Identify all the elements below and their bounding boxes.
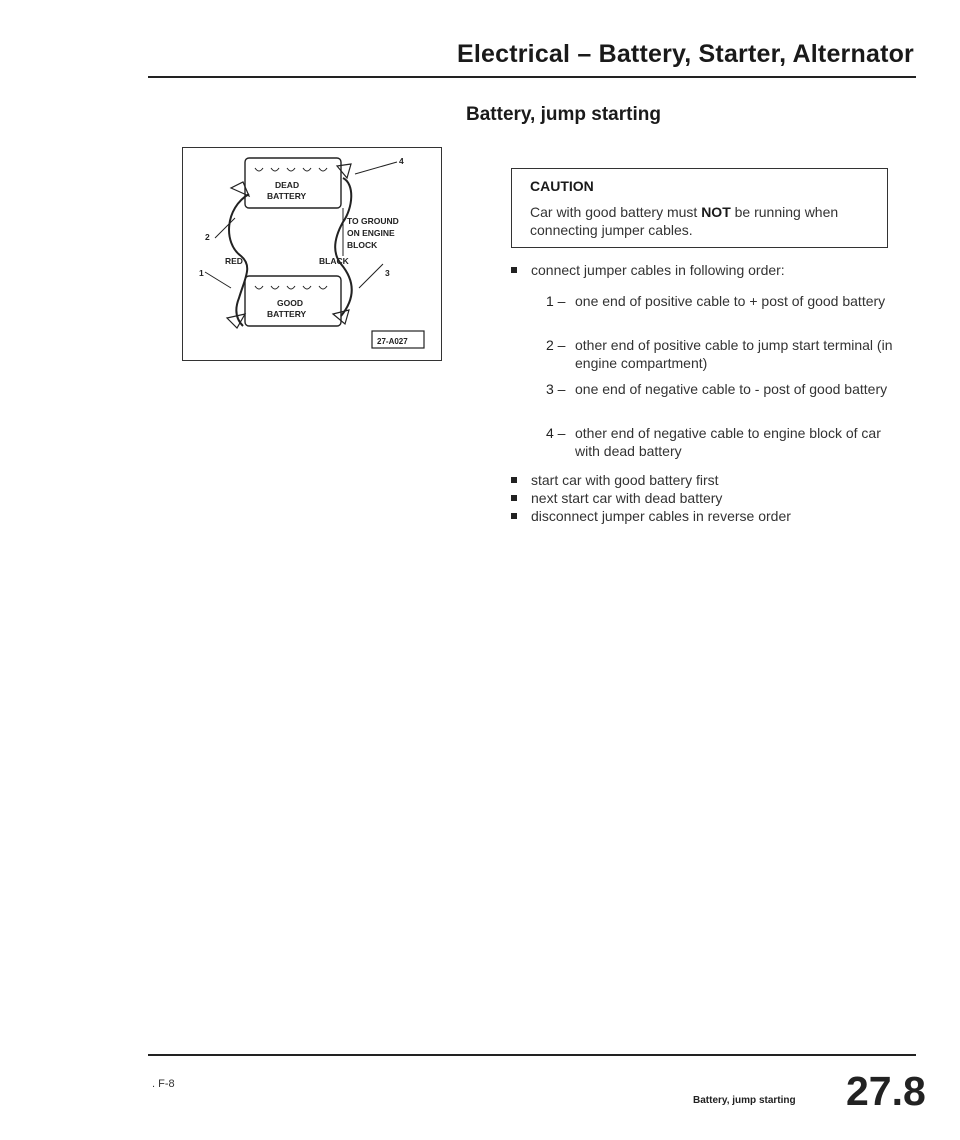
page-number: 27.8: [846, 1068, 926, 1114]
callout-2: 2: [205, 232, 210, 242]
list-item-disconnect: disconnect jumper cables in reverse order: [511, 508, 791, 524]
caution-box: [511, 168, 888, 248]
footer-section-label: Battery, jump starting: [693, 1095, 796, 1106]
black-cable-label: BLACK: [319, 256, 349, 266]
page-reference: . F-8: [152, 1078, 175, 1090]
callout-1: 1: [199, 268, 204, 278]
step-number: 3 –: [546, 381, 566, 397]
ground-label-line1: TO GROUND: [347, 216, 399, 226]
step-text: one end of negative cable to - post of good battery: [575, 381, 888, 397]
figure-id: 27-A027: [377, 337, 408, 346]
ground-label-line2: ON ENGINE: [347, 228, 395, 238]
bullet-icon: [511, 495, 517, 501]
ground-label-line3: BLOCK: [347, 240, 378, 250]
step-text: other end of positive cable to jump start terminal (in engine compartment): [575, 337, 893, 371]
step-number: 2 –: [546, 337, 566, 353]
dead-battery-label-line2: BATTERY: [267, 191, 307, 201]
bullet-icon: [511, 513, 517, 519]
caution-text: Car with good battery must NOT be running when connecting jumper cables.: [530, 204, 839, 238]
step-text: other end of negative cable to engine block of car with dead battery: [575, 425, 881, 459]
red-cable-label: RED: [225, 256, 243, 266]
caution-emphasis: NOT: [701, 204, 731, 220]
caution-title: CAUTION: [530, 178, 594, 194]
callout-4: 4: [399, 156, 404, 166]
section-title: Battery, jump starting: [466, 104, 661, 125]
jump-start-diagram: [182, 147, 442, 361]
list-item-start-good: start car with good battery first: [511, 472, 719, 488]
header-divider: [148, 76, 916, 78]
step-text: one end of positive cable to + post of good battery: [575, 293, 886, 309]
step-number: 1 –: [546, 293, 566, 309]
dead-battery-label-line1: DEAD: [275, 180, 300, 190]
bullet-icon: [511, 477, 517, 483]
list-item-start-dead: next start car with dead battery: [511, 490, 722, 506]
page-header-title: Electrical – Battery, Starter, Alternator: [457, 40, 914, 68]
footer-divider: [148, 1054, 916, 1056]
step-number: 4 –: [546, 425, 566, 441]
good-battery-label-line2: BATTERY: [267, 309, 307, 319]
callout-3: 3: [385, 268, 390, 278]
list-item-connect-order: connect jumper cables in following order:: [511, 262, 785, 278]
good-battery-label-line1: GOOD: [277, 298, 303, 308]
bullet-icon: [511, 267, 517, 273]
